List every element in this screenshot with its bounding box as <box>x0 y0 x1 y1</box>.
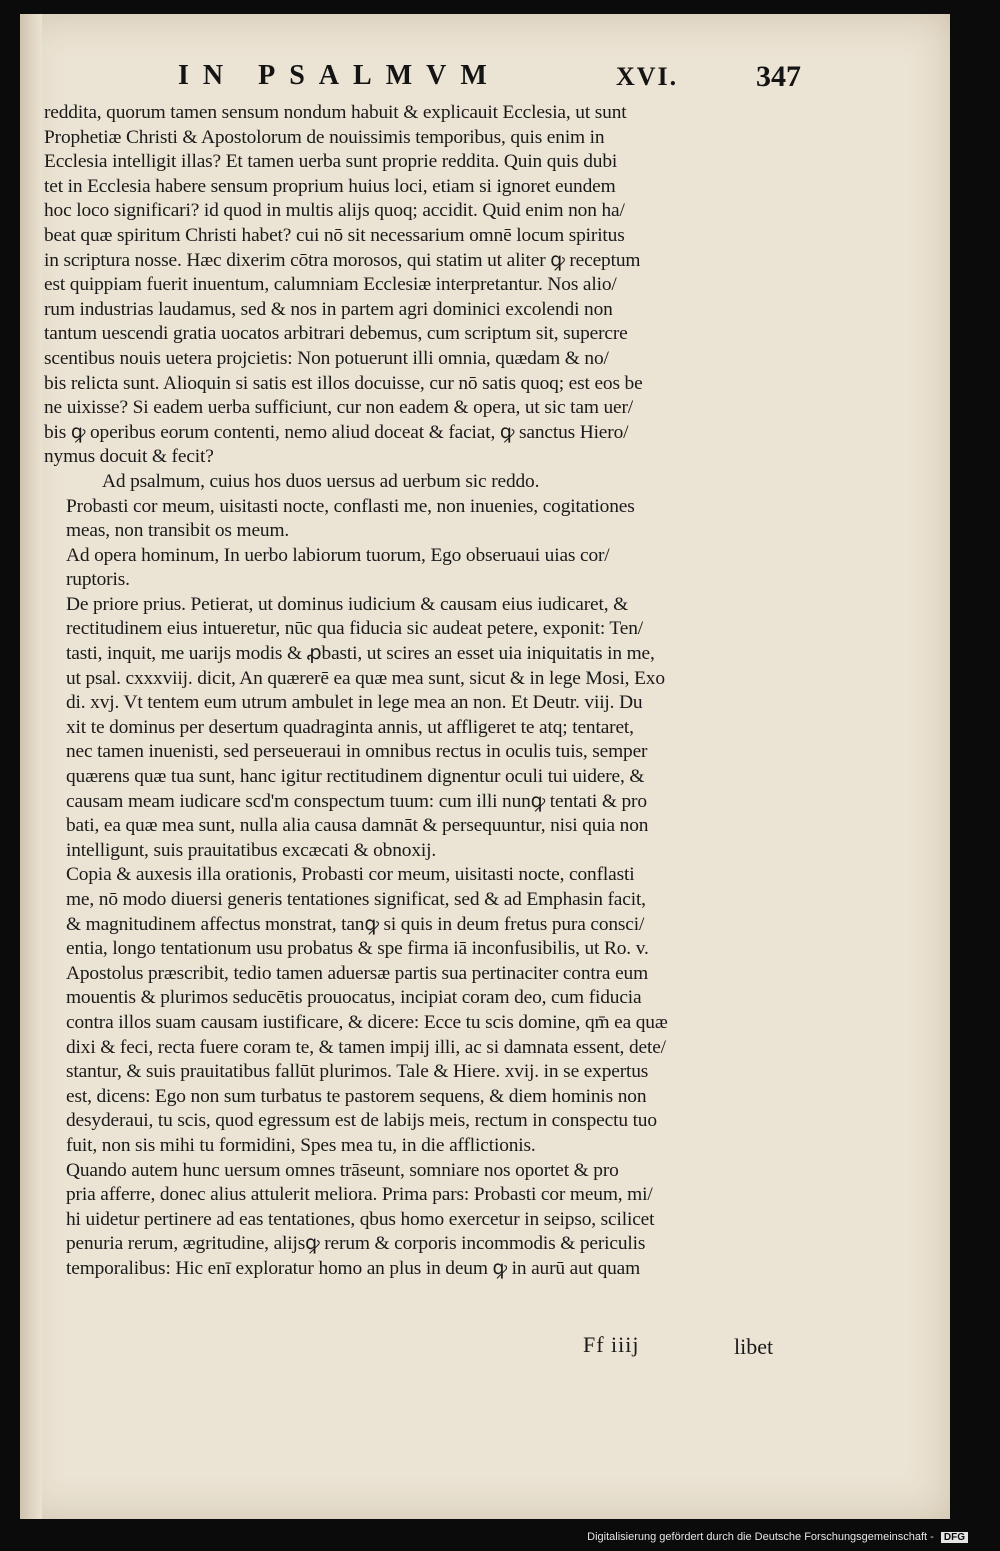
text-line: Probasti cor meum, uisitasti nocte, conflasti me, non inuenies, cogitationes <box>66 495 635 517</box>
page-header <box>20 60 950 100</box>
text-line: bis ꝙ operibus eorum contenti, nemo aliud doceat & faciat, ꝙ sanctus Hiero/ <box>44 421 629 443</box>
paragraph <box>44 1159 784 1282</box>
text-line: est, dicens: Ego non sum turbatus te pastorem sequens, & diem hominis non <box>66 1085 647 1107</box>
text-line: bis relicta sunt. Alioquin si satis est illos docuisse, cur nō satis quoq; est eos be <box>44 372 643 394</box>
credit-text: Digitalisierung gefördert durch die Deutsche Forschungsgemeinschaft - <box>587 1531 934 1543</box>
text-line: reddita, quorum tamen sensum nondum habuit & explicauit Ecclesia, ut sunt <box>44 102 627 123</box>
text-line: beat quæ spiritum Christi habet? cui nō sit necessarium omnē locum spiritus <box>44 224 625 246</box>
text-line: Quando autem hunc uersum omnes trāseunt, somniare nos oportet & pro <box>66 1159 619 1181</box>
text-line: desyderaui, tu scis, quod egressum est de labijs meis, rectum in conspectu tuo <box>66 1110 657 1132</box>
text-line: dixi & feci, recta fuere coram te, & tamen impij illi, ac si damnata essent, dete/ <box>66 1036 666 1058</box>
text-line: ne uixisse? Si eadem uerba sufficiunt, cur non eadem & opera, ut sic tam uer/ <box>44 397 634 419</box>
text-line: & magnitudinem affectus monstrat, tanꝙ si quis in deum fretus pura consci/ <box>66 913 645 935</box>
text-line: fuit, non sis mihi tu formidini, Spes mea tu, in die afflictionis. <box>66 1134 536 1156</box>
text-line: di. xvj. Vt tentem eum utrum ambulet in lege mea an non. Et Deutr. viij. Du <box>66 692 643 714</box>
text-line: nymus docuit & fecit? <box>44 446 214 468</box>
text-line: tantum uescendi gratia uocatos arbitrari debemus, cum scriptum sit, supercre <box>44 323 628 345</box>
text-line: rectitudinem eius intueretur, nūc qua fiducia sic audeat petere, exponit: Ten/ <box>66 618 644 640</box>
text-line: Ad opera hominum, In uerbo labiorum tuorum, Ego obseruaui uias cor/ <box>66 544 610 566</box>
text-line: intelligunt, suis prauitatibus excæcati & obnoxij. <box>66 839 437 861</box>
text-line: contra illos suam causam iustificare, & dicere: Ecce tu scis domine, qm̄ ea quæ <box>66 1011 668 1033</box>
signature-mark: Ff iiij <box>583 1332 640 1357</box>
catchword: libet <box>734 1334 774 1359</box>
folio-number: 347 <box>756 60 801 93</box>
text-line: Copia & auxesis illa orationis, Probasti cor meum, uisitasti nocte, conflasti <box>66 864 635 886</box>
text-line: quærens quæ tua sunt, hanc igitur rectitudinem dignentur oculi tui uidere, & <box>66 766 645 788</box>
body-text <box>44 101 784 1282</box>
page-gutter <box>20 14 42 1519</box>
paragraph <box>44 495 784 544</box>
text-line: pria afferre, donec alius attulerit meliora. Prima pars: Probasti cor meum, mi/ <box>66 1184 653 1206</box>
text-line: penuria rerum, ægritudine, alijsꝙ rerum & corporis incommodis & periculis <box>66 1233 646 1255</box>
chapter-number: XVI. <box>616 62 679 91</box>
text-line: Apostolus præscribit, tedio tamen aduersæ partis sua pertinaciter contra eum <box>66 962 649 984</box>
paragraph <box>44 593 784 864</box>
text-line: hoc loco significari? id quod in multis alijs quoq; accidit. Quid enim non ha/ <box>44 200 625 222</box>
text-line: De priore prius. Petierat, ut dominus iudicium & causam eius iudicaret, & <box>66 593 629 615</box>
paragraph <box>44 101 784 470</box>
text-line: meas, non transibit os meum. <box>66 520 290 542</box>
text-line: est quippiam fuerit inuentum, calumniam Ecclesiæ interpretantur. Nos alio/ <box>44 274 617 296</box>
text-line: in scriptura nosse. Hæc dixerim cōtra morosos, qui statim ut aliter ꝙ receptum <box>44 249 641 271</box>
text-line: stantur, & suis prauitatibus fallūt plurimos. Tale & Hiere. xvij. in se expertus <box>66 1061 649 1083</box>
text-line: tasti, inquit, me uarijs modis & ꝓbasti, ut scires an esset uia iniquitatis in me, <box>66 643 655 665</box>
text-line: hi uidetur pertinere ad eas tentationes, qbus homo exercetur in seipso, scilicet <box>66 1208 655 1230</box>
text-line: bati, ea quæ mea sunt, nulla alia causa damnāt & persequuntur, nisi quia non <box>66 815 649 837</box>
paragraph <box>44 544 784 593</box>
paragraph <box>44 470 784 495</box>
text-line: entia, longo tentationum usu probatus & spe firma iā inconfusibilis, ut Ro. v. <box>66 938 649 960</box>
text-line: Prophetiæ Christi & Apostolorum de nouissimis temporibus, quis enim in <box>44 126 605 148</box>
book-page <box>20 14 950 1519</box>
text-line: scentibus nouis uetera projcietis: Non potuerunt illi omnia, quædam & no/ <box>44 347 609 369</box>
text-line: tet in Ecclesia habere sensum proprium huius loci, etiam si ignoret eundem <box>44 175 616 197</box>
text-line: me, nō modo diuersi generis tentationes significat, sed & ad Emphasin facit, <box>66 889 646 910</box>
text-line: nec tamen inuenisti, sed perseueraui in omnibus rectus in oculis tuis, semper <box>66 741 648 763</box>
text-line: mouentis & plurimos seducētis prouocatus, incipiat coram deo, cum fiducia <box>66 987 642 1009</box>
text-line: causam meam iudicare scd'm conspectum tuum: cum illi nunꝙ tentati & pro <box>66 790 647 812</box>
text-line: Ad psalmum, cuius hos duos uersus ad uerbum sic reddo. <box>102 470 540 492</box>
paragraph <box>44 863 784 1158</box>
text-line: rum industrias laudamus, sed & nos in partem agri dominici excolendi non <box>44 298 613 320</box>
running-title: IN PSALMVM <box>178 60 501 91</box>
text-line: temporalibus: Hic enī exploratur homo an plus in deum ꝙ in aurū aut quam <box>66 1257 641 1279</box>
dfg-logo: DFG <box>941 1532 968 1543</box>
text-line: ruptoris. <box>66 569 130 591</box>
text-line: xit te dominus per desertum quadraginta annis, ut affligeret te atq; tentaret, <box>66 716 634 738</box>
text-line: Ecclesia intelligit illas? Et tamen uerba sunt proprie reddita. Quin quis dubi <box>44 151 618 173</box>
digitization-credit <box>587 1531 968 1543</box>
text-line: ut psal. cxxxviij. dicit, An quærerē ea quæ mea sunt, sicut & in lege Mosi, Exo <box>66 667 665 689</box>
page-foot <box>20 1332 950 1362</box>
